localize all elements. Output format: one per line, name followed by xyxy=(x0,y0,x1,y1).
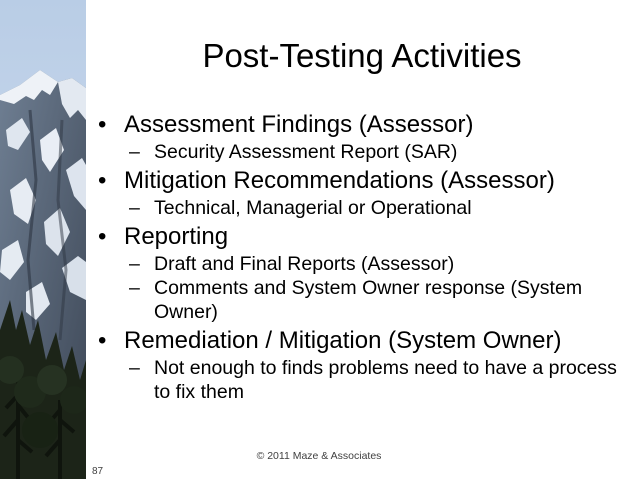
dash-icon: – xyxy=(129,197,140,219)
sub-bullet-sar xyxy=(96,140,626,164)
bullet-reporting xyxy=(96,222,626,252)
bullet-assessment-findings xyxy=(96,110,626,140)
sub-bullet-draft-reports xyxy=(96,252,626,276)
bullet-text: Assessment Findings (Assessor) xyxy=(124,111,474,138)
sub-bullet-text: Technical, Managerial or Operational xyxy=(154,197,472,219)
bullet-text: Remediation / Mitigation (System Owner) xyxy=(124,327,562,354)
sub-bullet-text: Draft and Final Reports (Assessor) xyxy=(154,253,455,275)
sub-bullet-not-enough xyxy=(96,356,626,404)
copyright-footer: © 2011 Maze & Associates xyxy=(256,450,382,462)
bullet-remediation xyxy=(96,326,626,356)
slide-title: Post-Testing Activities xyxy=(202,37,522,74)
sub-bullet-text: Not enough to finds problems need to have a process to fix them xyxy=(154,357,617,403)
sub-bullet-technical xyxy=(96,196,626,220)
bullet-icon: • xyxy=(98,223,107,250)
slide-number: 87 xyxy=(92,466,104,477)
bullet-icon: • xyxy=(98,327,107,354)
dash-icon: – xyxy=(129,277,140,299)
sub-bullet-comments xyxy=(96,276,626,324)
bullet-mitigation-recommendations xyxy=(96,166,626,196)
sub-bullet-text: Comments and System Owner response (System Owner) xyxy=(154,277,583,323)
dash-icon: – xyxy=(129,357,140,379)
bullet-icon: • xyxy=(98,111,107,138)
dash-icon: – xyxy=(129,141,140,163)
bullet-text: Mitigation Recommendations (Assessor) xyxy=(124,167,555,194)
bullet-icon: • xyxy=(98,167,107,194)
sub-bullet-text: Security Assessment Report (SAR) xyxy=(154,141,458,163)
mountain-photo xyxy=(0,0,86,479)
slide-content xyxy=(96,110,626,404)
bullet-text: Reporting xyxy=(124,223,229,250)
dash-icon: – xyxy=(129,253,140,275)
mountain-photo-graphic xyxy=(0,0,86,479)
